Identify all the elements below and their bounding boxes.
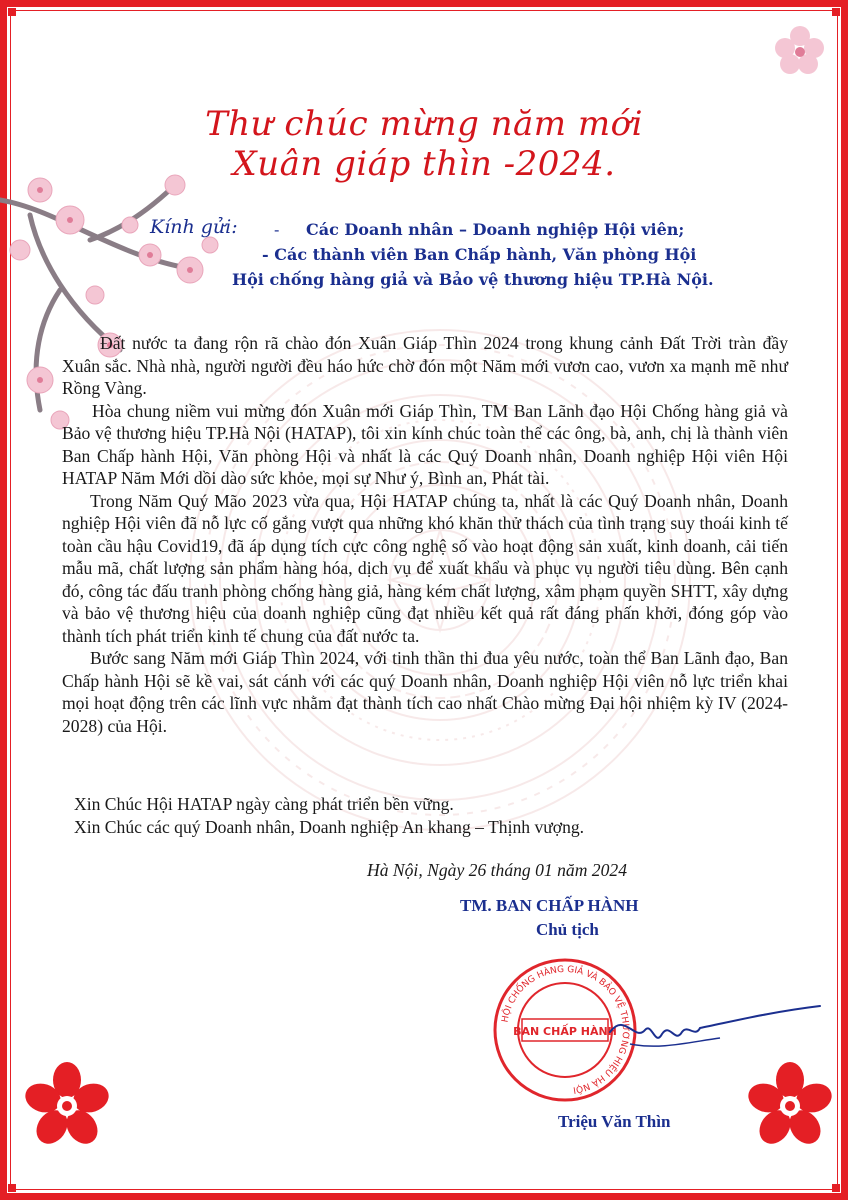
list-dash: - (274, 220, 280, 239)
paragraph: Đất nước ta đang rộn rã chào đón Xuân Giáp Thìn 2024 trong khung cảnh Đất Trời tràn đầy Xuân sắc. Nhà nhà, người người đều háo hức chờ đón một Năm mới vươn cao, vươn xa mạnh mẽ như Rồng Vàng. (62, 333, 788, 398)
letter-body (62, 332, 788, 737)
recipient-line: Hội chống hàng giả và Bảo vệ thương hiệu TP.Hà Nội. (232, 270, 714, 289)
corner-ornament (832, 8, 840, 16)
signatory-role: Chủ tịch (536, 920, 599, 939)
letter-subtitle: Xuân giáp thìn -2024. (232, 144, 616, 184)
svg-text:BAN CHẤP HÀNH: BAN CHẤP HÀNH (513, 1025, 617, 1038)
signatory-name: Triệu Văn Thìn (558, 1112, 671, 1131)
signatory-org: TM. BAN CHẤP HÀNH (460, 896, 639, 915)
recipient-line: - Các thành viên Ban Chấp hành, Văn phòng Hội (262, 245, 697, 264)
corner-ornament (832, 1184, 840, 1192)
wish-line: Xin Chúc Hội HATAP ngày càng phát triển bền vững. (74, 794, 454, 814)
paragraph: Trong Năm Quý Mão 2023 vừa qua, Hội HATAP chúng ta, nhất là các Quý Doanh nhân, Doanh nghiệp Hội viên đã nỗ lực cố gắng vượt qua những khó khăn thử thách của tình trạng suy thoái kinh tế toàn cầu hậu Covid19, đã áp dụng tích cực công nghệ số vào hoạt động sản xuất, kinh doanh, cải tiến mẫu mã, chất lượng sản phẩm hàng hóa, dịch vụ để xuất khẩu và phục vụ người tiêu dùng. Bên cạnh đó, công tác đấu tranh phòng chống hàng giả, hàng kém chất lượng, xâm phạm quyền SHTT, xây dựng và bảo vệ thương hiệu của doanh nghiệp cũng đạt nhiều kết quả rất đáng phấn khởi, đóng góp vào thành tích phát triển kinh tế chung của đất nước ta. (62, 490, 788, 646)
recipient-line: Các Doanh nhân – Doanh nghiệp Hội viên; (306, 220, 685, 239)
handwritten-signature (600, 992, 822, 1062)
letter-date: Hà Nội, Ngày 26 tháng 01 năm 2024 (367, 860, 627, 880)
blossom-icon (770, 20, 830, 80)
red-blossom-icon (745, 1060, 835, 1150)
svg-text:HỘI CHỐNG HÀNG GIẢ VÀ BẢO VỆ T: HỘI CHỐNG HÀNG GIẢ VÀ BẢO VỆ THƯƠNG HIỆU HÀ NỘI (500, 964, 631, 1095)
salutation-label: Kính gửi: (150, 216, 238, 238)
paragraph: Hòa chung niềm vui mừng đón Xuân mới Giáp Thìn, TM Ban Lãnh đạo Hội Chống hàng giả và Bảo vệ thương hiệu TP.Hà Nội (HATAP), tôi xin kính chúc toàn thể các ông, bà, anh, chị là thành viên Ban Chấp hành Hội, Văn phòng Hội và nhất là các Quý Doanh nhân, Doanh nghiệp Hội viên Hội HATAP Năm Mới dồi dào sức khỏe, mọi sự Như ý, Bình an, Phát tài. (62, 400, 788, 488)
corner-ornament (8, 8, 16, 16)
letter-title: Thư chúc mừng năm mới (205, 104, 643, 144)
wish-line: Xin Chúc các quý Doanh nhân, Doanh nghiệp An khang – Thịnh vượng. (74, 817, 585, 837)
red-blossom-icon (22, 1060, 112, 1150)
corner-ornament (8, 1184, 16, 1192)
paragraph: Bước sang Năm mới Giáp Thìn 2024, với tinh thần thi đua yêu nước, toàn thể Ban Lãnh đạo, Ban Chấp hành Hội sẽ kề vai, sát cánh với các quý Doanh nhân, Doanh nghiệp Hội viên nỗ lực triển khai mọi hoạt động trên các lĩnh vực nhằm đạt thành tích cao nhất Chào mừng Đại hội nhiệm kỳ IV (2024-2028) của Hội. (62, 648, 788, 736)
